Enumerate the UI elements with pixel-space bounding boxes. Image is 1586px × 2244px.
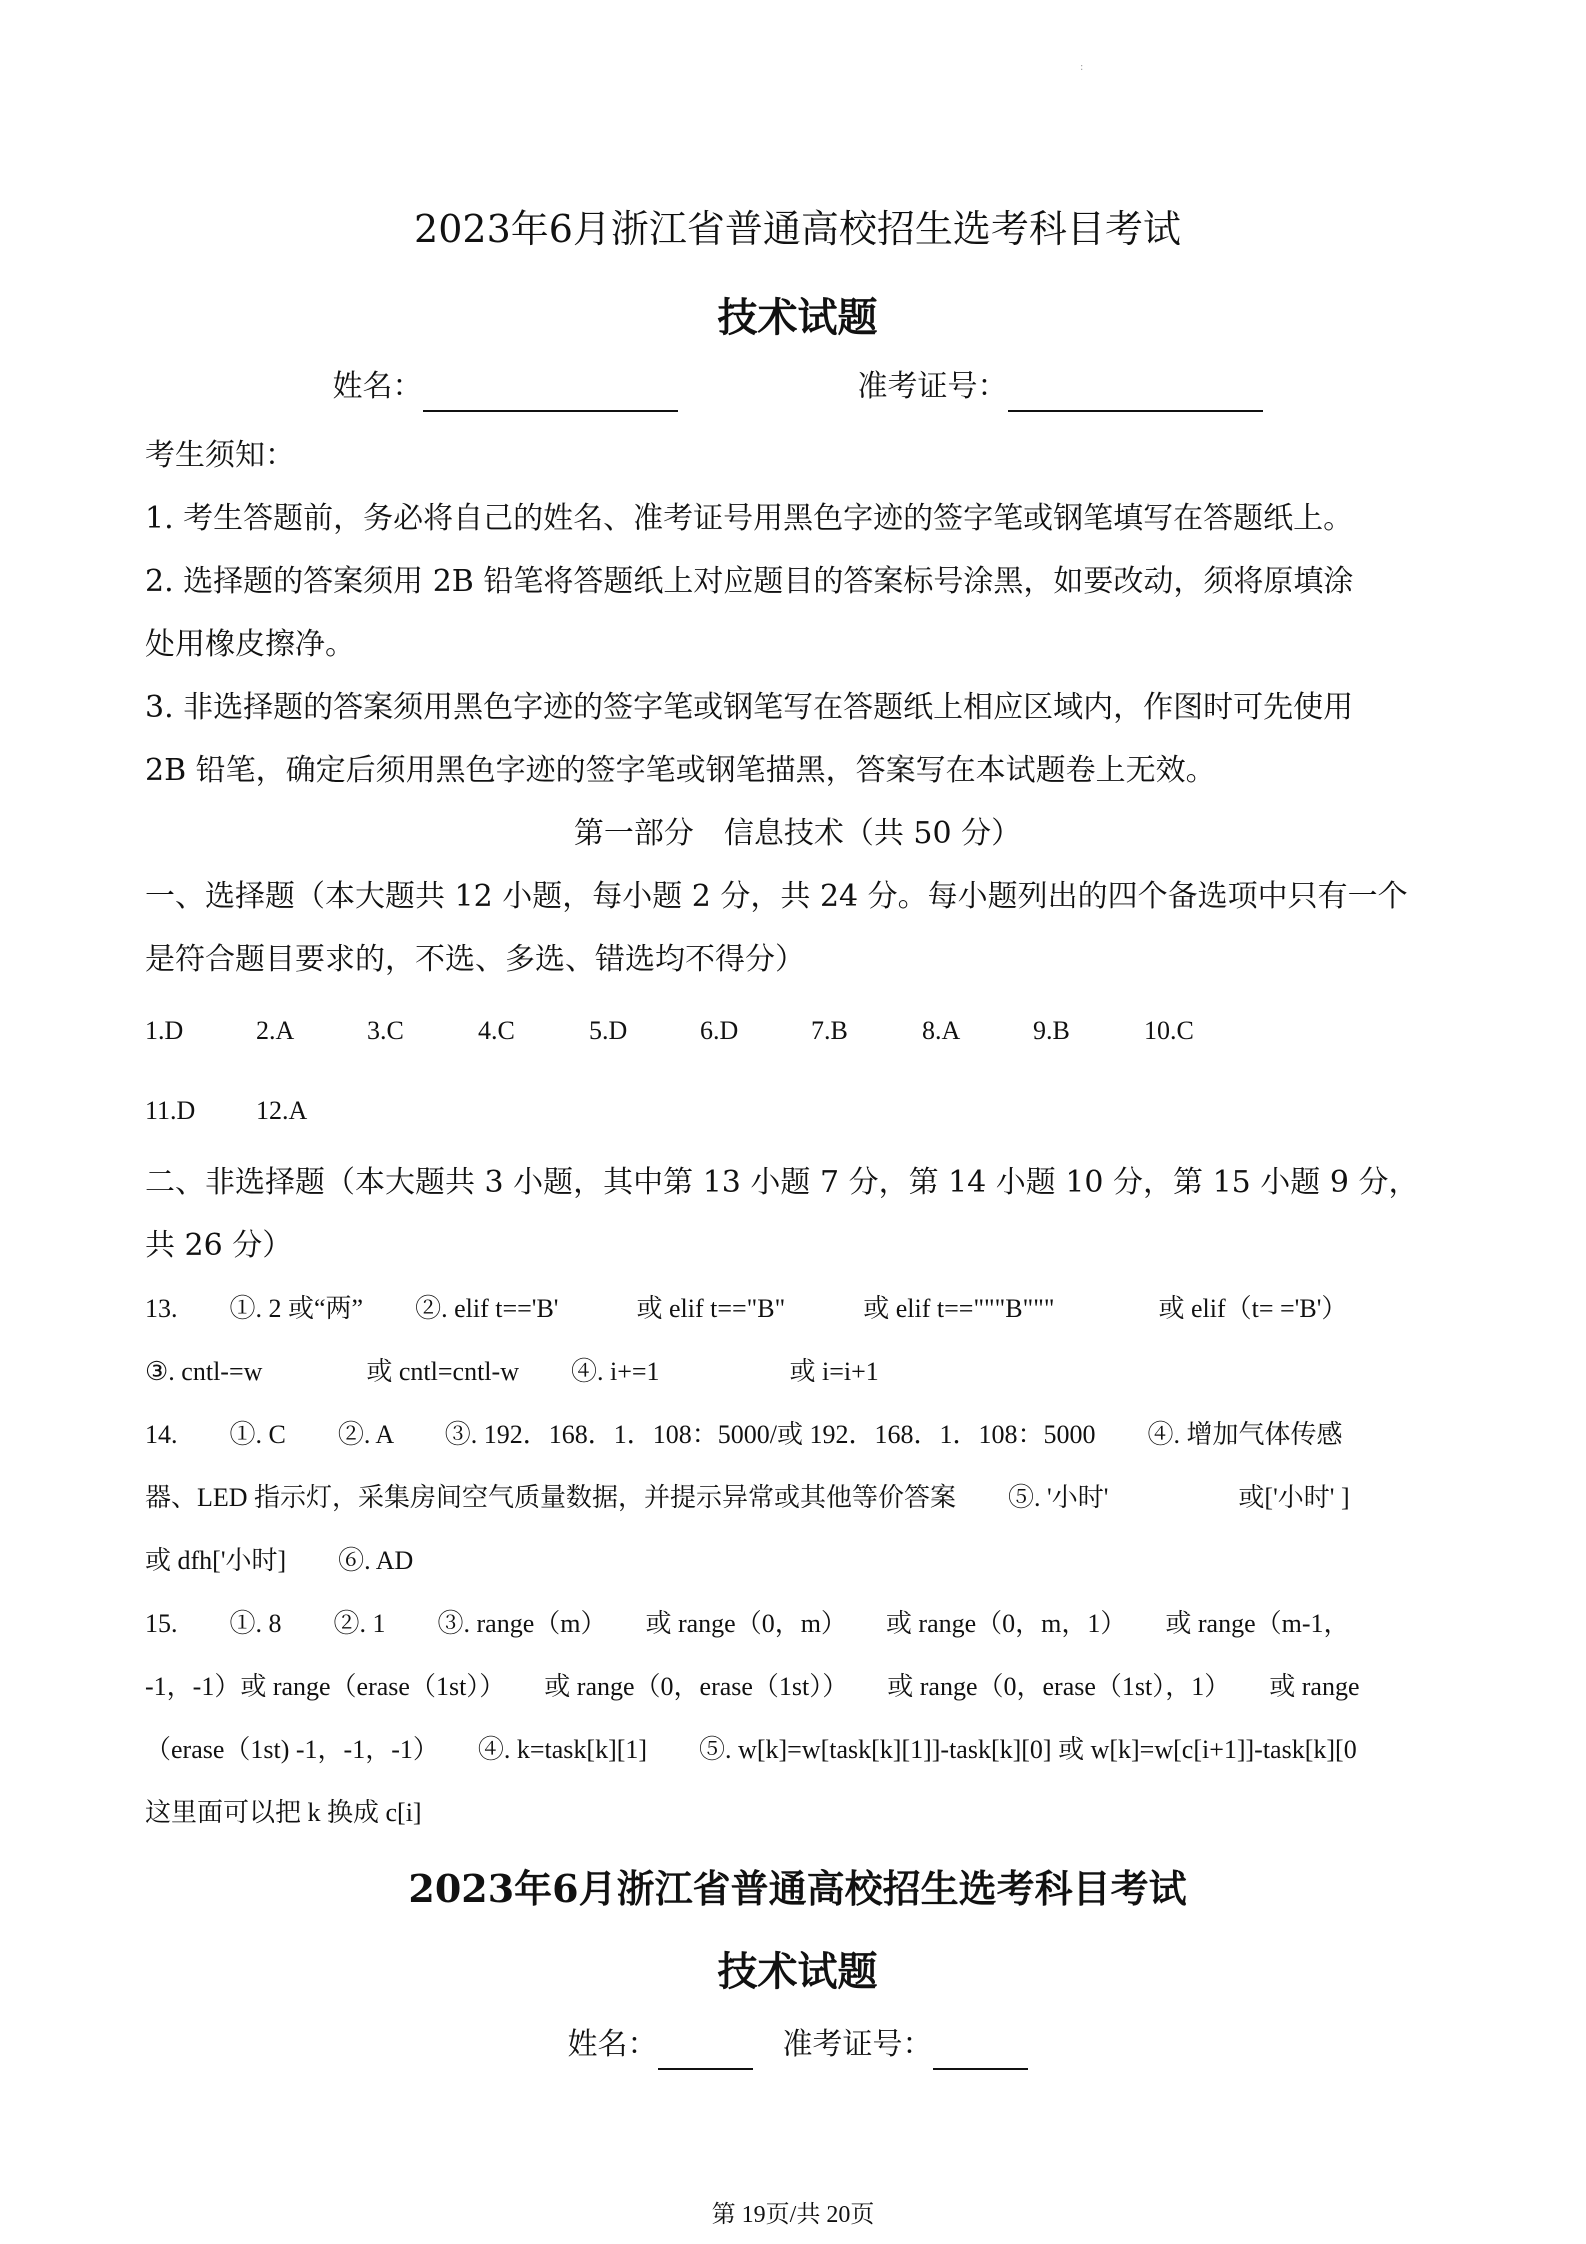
answer-row-2 [145,1071,1450,1151]
q14-answer-line-2: 器、LED 指示灯，采集房间空气质量数据，并提示异常或其他等价答案 ⑤. '小时' 或['小时' ] [145,1483,1350,1512]
q15-answer-line-4: 这里面可以把 k 换成 c[i] [145,1798,422,1827]
answer-item: 10.C [1144,1016,1194,1045]
section-2-heading-line-2: 共 26 分） [145,1228,293,1263]
corner-mark: : [1080,62,1084,73]
exam-id-label: 准考证号： [857,369,1008,404]
exam-id-blank [1008,380,1263,412]
answer-item: 1.D [145,1016,184,1045]
q14-answer-line-3: 或 dfh['小时] ⑥. AD [145,1546,414,1575]
exam-subtitle: 技术试题 [717,294,878,341]
answer-item: 2.A [256,1016,295,1045]
q15-answer-line-1: 15. ①. 8 ②. 1 ③. range（m） 或 range（0，m） 或 range（0，m，1） 或 range（m-1， [145,1609,1350,1638]
candidate-info-row-2 [145,2020,1450,2070]
name-blank-2 [658,2038,753,2070]
exam-title-2: 2023年6月浙江省普通高校招生选考科目考试 [408,1866,1187,1911]
exam-id-label-2: 准考证号： [782,2027,933,2062]
name-label-2: 姓名： [567,2027,658,2062]
notice-item-3-line-1: 3. 非选择题的答案须用黑色字迹的签字笔或钢笔写在答题纸上相应区域内，作图时可先使用 [145,690,1354,725]
section-1-heading-line-2: 是符合题目要求的，不选、多选、错选均不得分） [145,942,805,977]
page-content [145,200,1450,2070]
q15-answer-line-2: -1，-1）或 range（erase（1st）） 或 range（0，erase（1st）） 或 range（0，erase（1st），1） 或 range [145,1672,1360,1701]
exam-title: 2023年6月浙江省普通高校招生选考科目考试 [414,207,1181,251]
answer-item: 11.D [145,1096,196,1125]
q15-answer-line-3: （erase（1st) -1，-1，-1） ④. k=task[k][1] ⑤. w[k]=w[task[k][1]]-task[k][0] 或 w[k]=w[c[i+1]]-task[k][0 [145,1735,1357,1764]
exam-subtitle-2: 技术试题 [717,1948,878,1995]
q14-answer-line-1: 14. ①. C ②. A ③. 192．168．1．108：5000/或 192．168．1．108：5000 ④. 增加气体传感 [145,1420,1343,1449]
part-heading: 第一部分 信息技术（共 50 分） [573,816,1022,851]
notice-item-2-line-1: 2. 选择题的答案须用 2B 铅笔将答题纸上对应题目的答案标号涂黑，如要改动，须将原填涂 [145,564,1354,599]
answer-item: 6.D [700,1016,739,1045]
notice-item-3-line-2: 2B 铅笔，确定后须用黑色字迹的签字笔或钢笔描黑，答案写在本试题卷上无效。 [145,753,1216,788]
answer-item: 3.C [367,1016,404,1045]
name-blank [423,380,678,412]
exam-id-blank-2 [933,2038,1028,2070]
notice-item-1: 1. 考生答题前，务必将自己的姓名、准考证号用黑色字迹的签字笔或钢笔填写在答题纸上。 [145,501,1354,536]
notice-heading: 考生须知： [145,438,295,473]
q13-answer-line-1: 13. ①. 2 或“两” ②. elif t=='B' 或 elif t=="B" 或 elif t=="""B""" 或 elif（t= ='B'） [145,1294,1348,1323]
answer-item: 9.B [1033,1016,1070,1045]
answer-item: 4.C [478,1016,515,1045]
answer-item: 8.A [922,1016,961,1045]
answer-row-1 [145,991,1450,1071]
q13-answer-line-2: ③. cntl-=w 或 cntl=cntl-w ④. i+=1 或 i=i+1 [145,1357,879,1386]
section-2-heading-line-1: 二、非选择题（本大题共 3 小题，其中第 13 小题 7 分，第 14 小题 10 分，第 15 小题 9 分， [145,1165,1419,1200]
notice-item-2-line-2: 处用橡皮擦净。 [145,627,355,662]
candidate-info-row [145,362,1450,412]
answer-item: 12.A [256,1096,308,1125]
section-1-heading-line-1: 一、选择题（本大题共 12 小题，每小题 2 分，共 24 分。每小题列出的四个备选项中只有一个 [145,879,1408,914]
answer-item: 7.B [811,1016,848,1045]
answer-item: 5.D [589,1016,628,1045]
name-label: 姓名： [332,369,423,404]
page-footer: 第 19页/共 20页 [711,2202,875,2228]
